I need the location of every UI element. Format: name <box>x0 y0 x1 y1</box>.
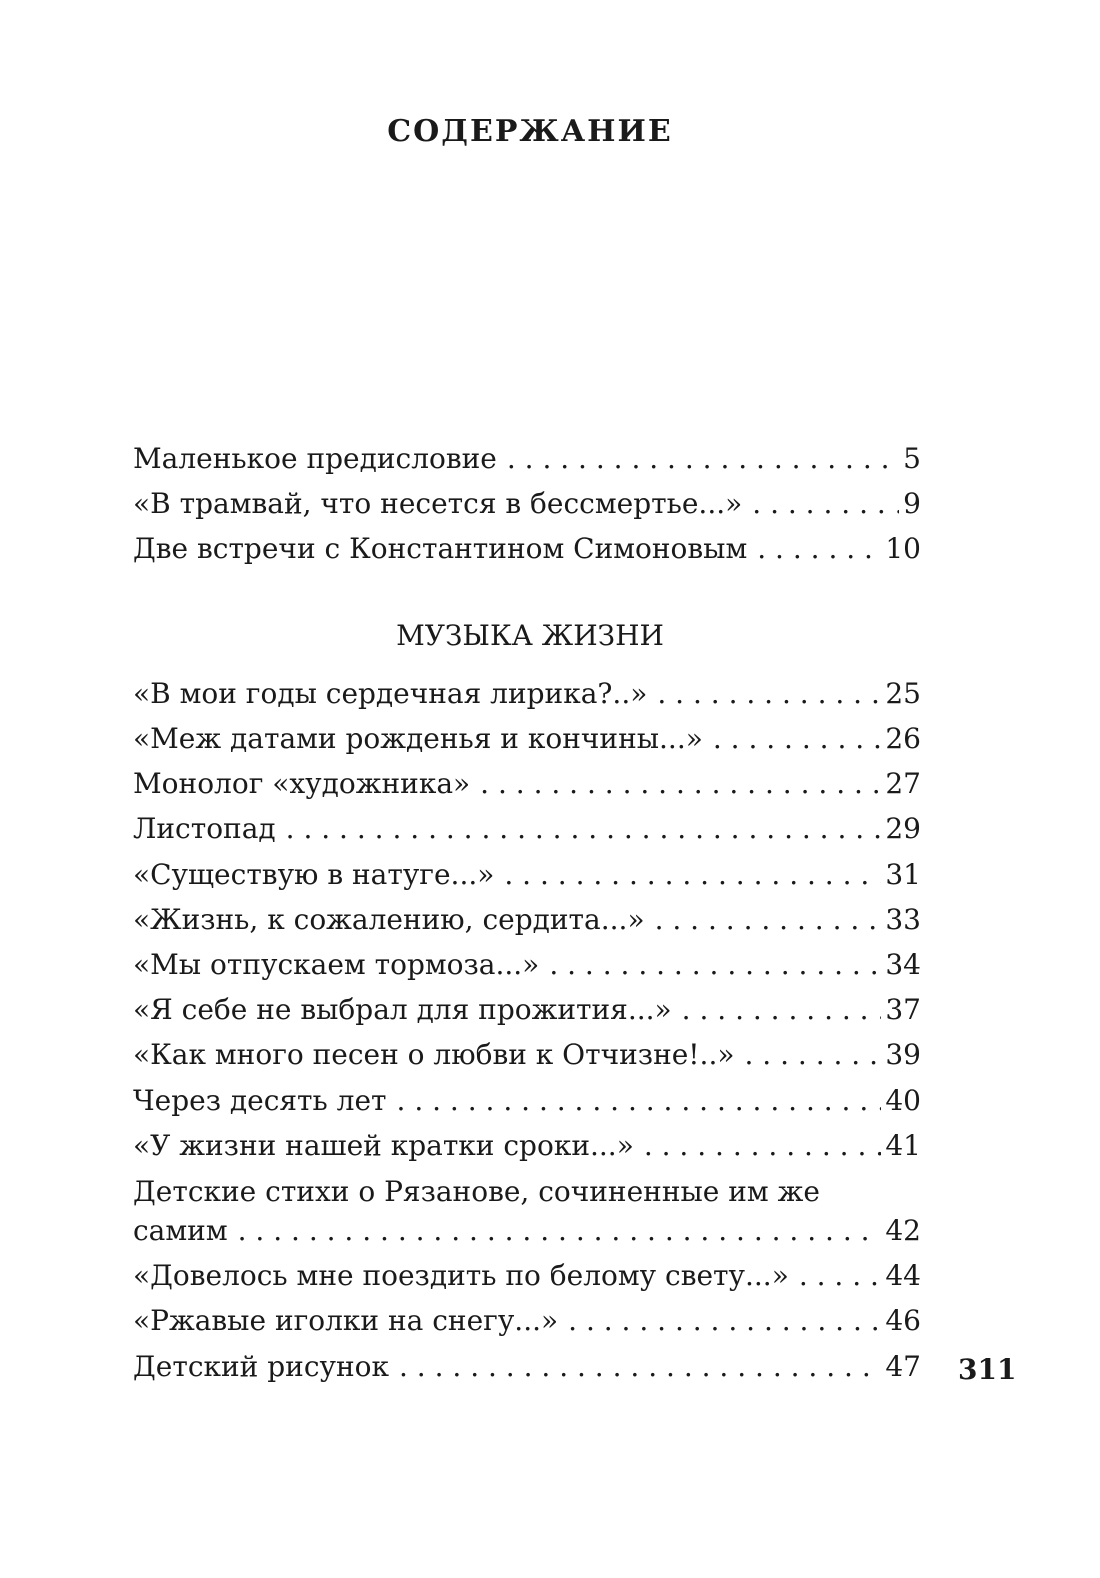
toc-entry <box>133 528 921 570</box>
toc-entry-title: «Существую в натуге...» <box>133 858 495 891</box>
toc-entry-page: 33 <box>885 903 921 936</box>
page-title: СОДЕРЖАНИЕ <box>387 114 673 149</box>
toc-leader-dots <box>238 1210 882 1252</box>
toc-entry <box>133 944 921 986</box>
toc-entry <box>133 1080 921 1122</box>
toc-entry-page: 29 <box>885 812 921 845</box>
toc-entry-title: «У жизни нашей кратки сроки...» <box>133 1129 634 1162</box>
toc-entry <box>133 989 921 1031</box>
toc-entry-page: 47 <box>885 1350 921 1383</box>
toc-entry-title: «В мои годы сердечная лирика?..» <box>133 677 648 710</box>
toc-entry-title: Две встречи с Константином Симоновым <box>133 532 748 565</box>
toc-entry <box>133 483 921 525</box>
toc-entry <box>133 1125 921 1167</box>
toc-leader-dots <box>286 808 882 850</box>
toc-entry-title: «Жизнь, к сожалению, сердита...» <box>133 903 645 936</box>
toc-leader-dots <box>744 1034 881 1076</box>
toc-leader-dots <box>397 1080 882 1122</box>
toc-entry-title: Листопад <box>133 812 276 845</box>
toc-entry-title: Маленькое предисловие <box>133 442 497 475</box>
toc-entry-title: «Мы отпускаем тормоза...» <box>133 948 540 981</box>
toc-entry <box>133 718 921 760</box>
toc-leader-dots <box>799 1255 882 1297</box>
toc-entry-title: Детский рисунок <box>133 1350 389 1383</box>
toc-entry <box>133 673 921 715</box>
toc-entry-page: 26 <box>885 722 921 755</box>
toc-entry-page: 46 <box>885 1304 921 1337</box>
page-number: 311 <box>958 1353 1017 1386</box>
toc-entry-page: 40 <box>885 1084 921 1117</box>
toc-entry-page: 5 <box>903 442 921 475</box>
toc-entry <box>133 438 921 480</box>
toc-leader-dots <box>480 763 881 805</box>
toc-entry-title: Монолог «художника» <box>133 767 471 800</box>
toc-entry-page: 10 <box>885 532 921 565</box>
toc-entry <box>133 1210 921 1252</box>
toc-entry-title: «Я себе не выбрал для прожития...» <box>133 993 672 1026</box>
toc-entry <box>133 808 921 850</box>
toc-entry <box>133 899 921 941</box>
toc-entry-page: 25 <box>885 677 921 710</box>
toc-entry-title: «Меж датами рожденья и кончины...» <box>133 722 703 755</box>
toc-entry <box>133 854 921 896</box>
toc-entry-page: 41 <box>885 1129 921 1162</box>
toc-entry <box>133 1034 921 1076</box>
toc-leader-dots <box>752 483 899 525</box>
toc-entry-title-continued: самим <box>133 1214 228 1247</box>
toc-entry-page: 27 <box>885 767 921 800</box>
toc-entry-title: «Довелось мне поездить по белому свету...» <box>133 1259 789 1292</box>
toc-entry-page: 34 <box>885 948 921 981</box>
toc-entry-title: Детские стихи о Рязанове, сочиненные им же <box>133 1175 820 1208</box>
toc-entry-title: «Как много песен о любви к Отчизне!..» <box>133 1038 735 1071</box>
toc-leader-dots <box>399 1346 881 1388</box>
toc-leader-dots <box>504 854 881 896</box>
toc-leader-dots <box>507 438 899 480</box>
toc-entry <box>133 1300 921 1342</box>
section-heading: МУЗЫКА ЖИЗНИ <box>396 619 664 652</box>
toc-entry <box>133 763 921 805</box>
toc-entry-title: «В трамвай, что несется в бессмертье...» <box>133 487 743 520</box>
toc-entry-page: 39 <box>885 1038 921 1071</box>
toc-leader-dots <box>657 673 881 715</box>
toc-entry <box>133 1255 921 1297</box>
toc-leader-dots <box>549 944 881 986</box>
toc-leader-dots <box>757 528 881 570</box>
toc-entry-page: 31 <box>885 858 921 891</box>
toc-leader-dots <box>713 718 882 760</box>
toc-entry-page: 42 <box>885 1214 921 1247</box>
toc-leader-dots <box>644 1125 882 1167</box>
toc-entry <box>133 1346 921 1388</box>
toc-entry-title: Через десять лет <box>133 1084 387 1117</box>
toc-entry-page: 44 <box>885 1259 921 1292</box>
toc-entry-first-line <box>133 1171 921 1213</box>
toc-leader-dots <box>655 899 882 941</box>
toc-entry-title: «Ржавые иголки на снегу...» <box>133 1304 559 1337</box>
toc-leader-dots <box>682 989 882 1031</box>
toc-entry-page: 9 <box>903 487 921 520</box>
toc-leader-dots <box>568 1300 881 1342</box>
toc-entry-page: 37 <box>885 993 921 1026</box>
